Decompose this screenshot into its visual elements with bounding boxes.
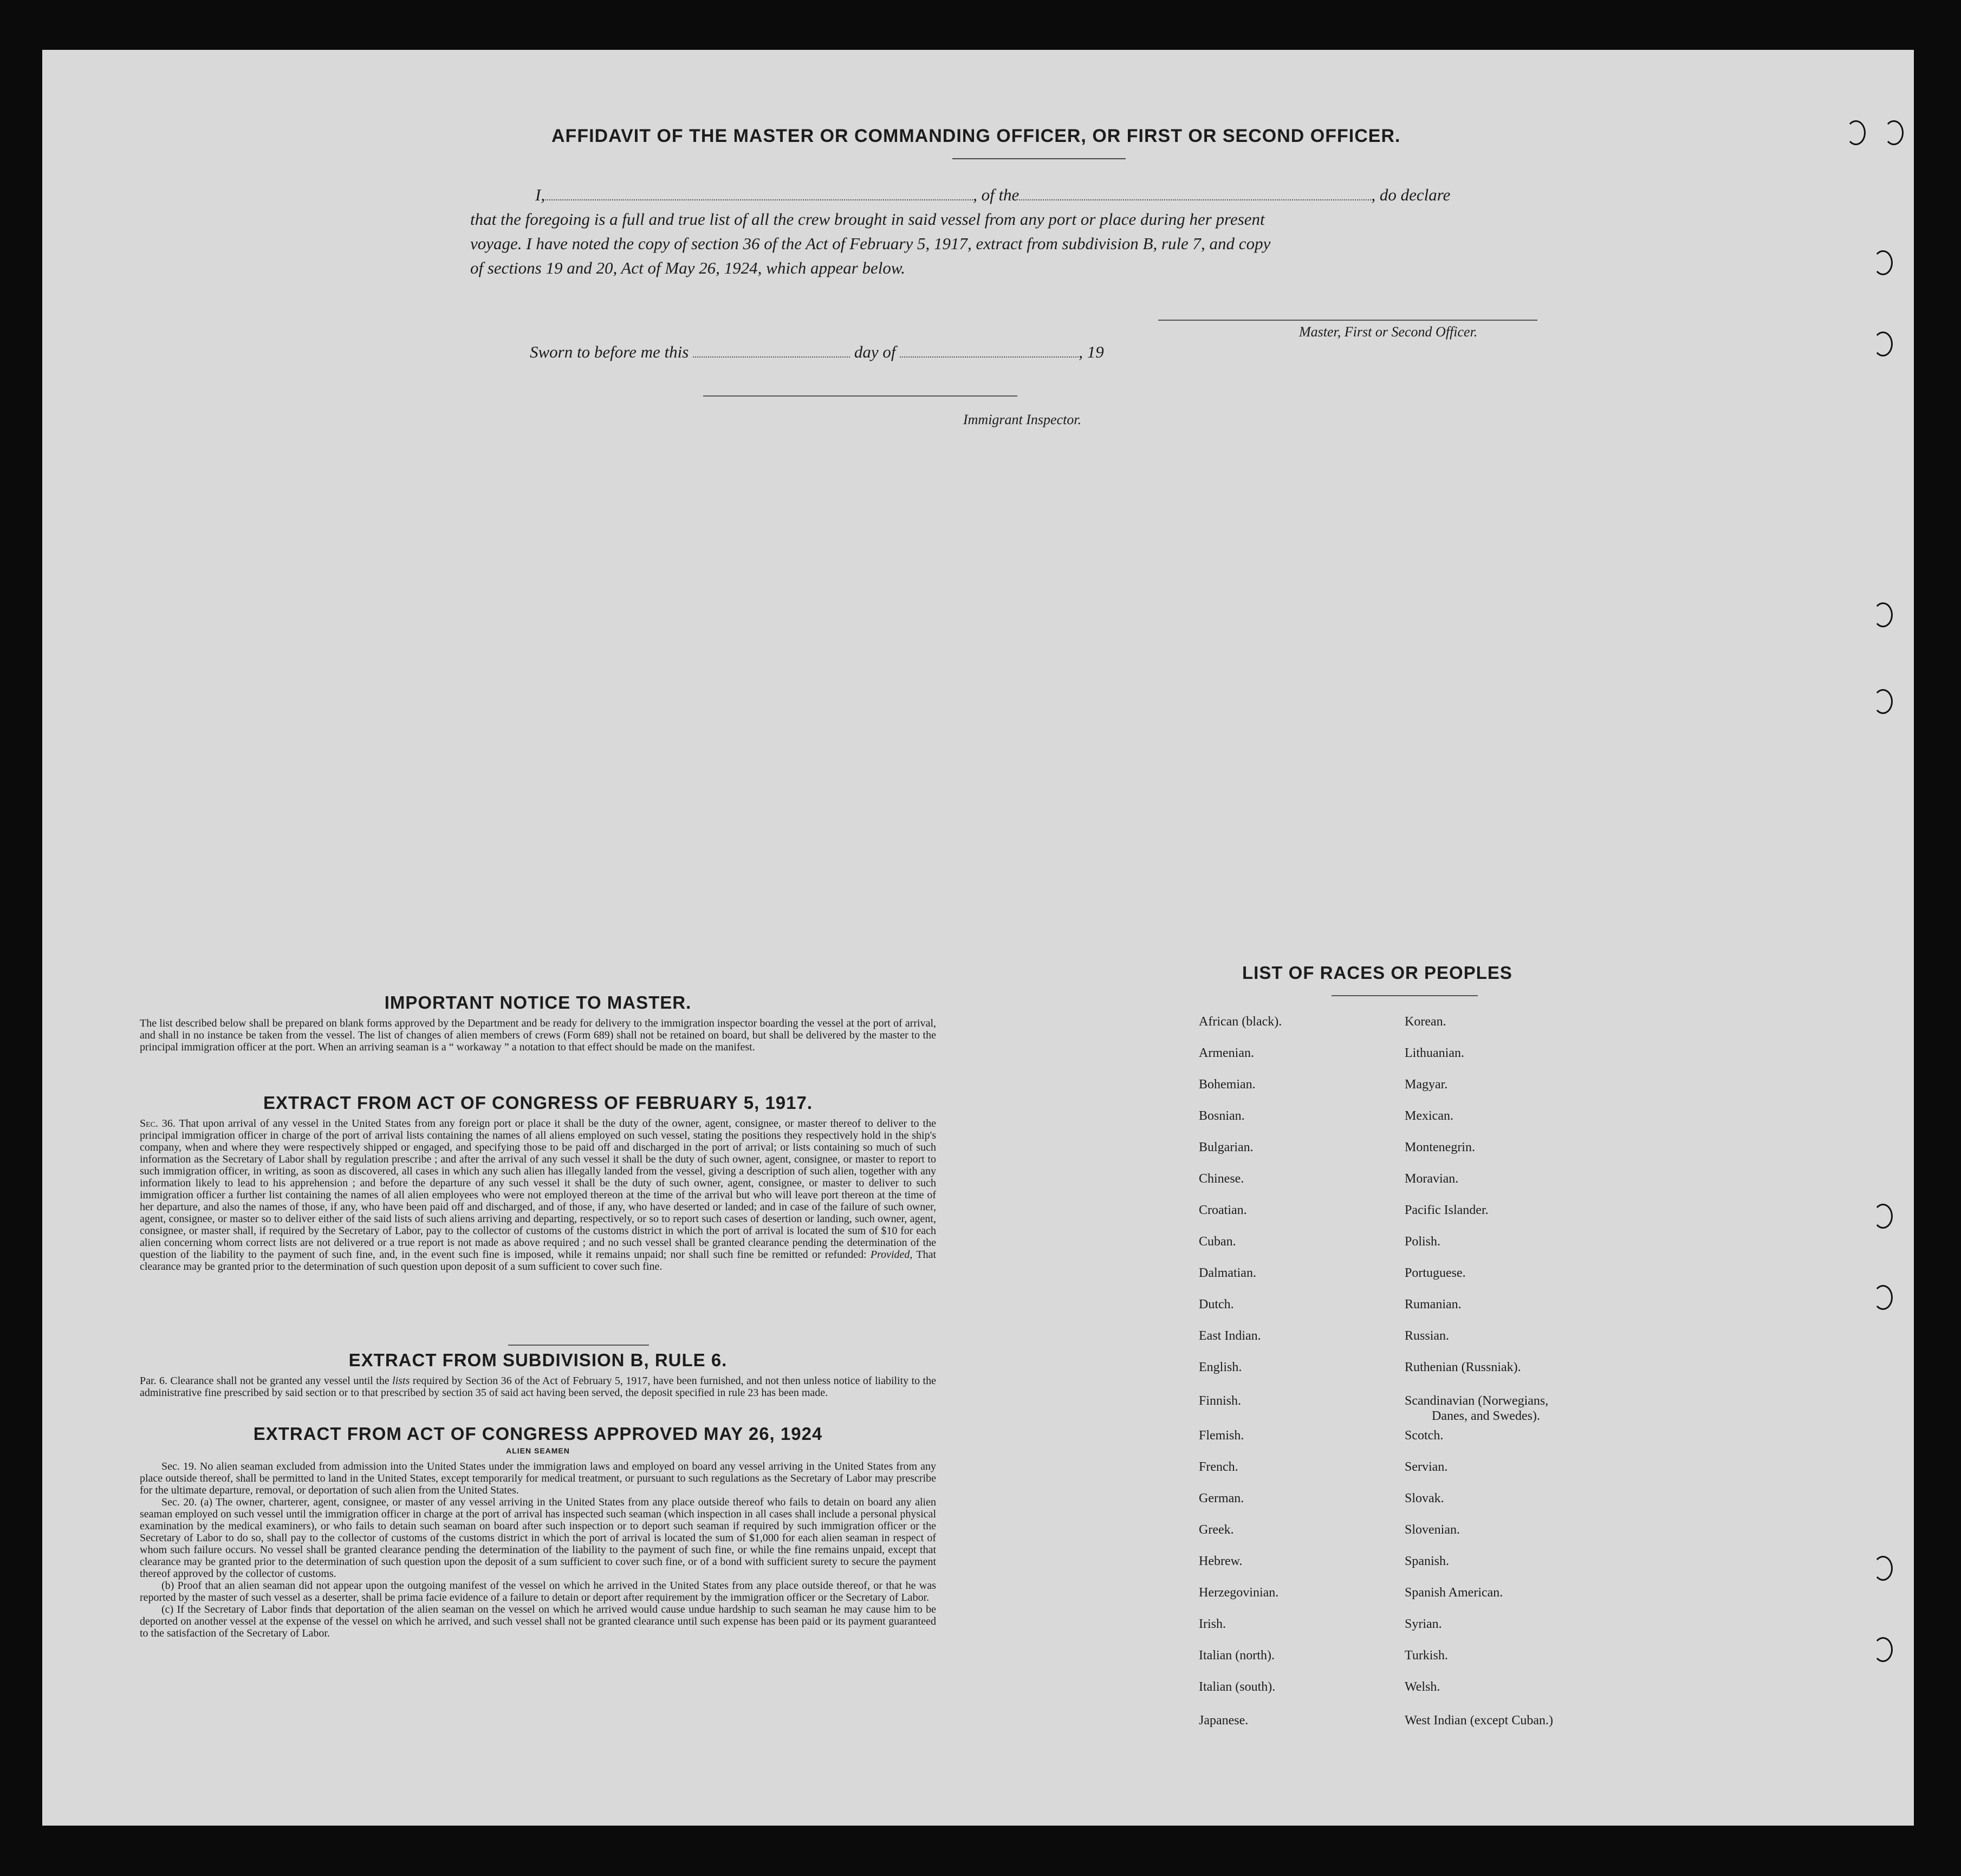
race-item: Armenian. [1199,1046,1254,1060]
sworn-month-field[interactable] [900,342,1079,358]
race-item: Herzegovinian. [1199,1586,1279,1600]
race-item: Chinese. [1199,1172,1244,1186]
race-item: Finnish. [1199,1394,1242,1408]
rule-6-text-a: Par. 6. Clearance shall not be granted any vessel until the [140,1375,389,1387]
extract-1917-body [113,1118,963,1273]
race-item: Mexican. [1405,1109,1453,1123]
extract-1924-sec-20c: (c) If the Secretary of Labor finds that deportation of the alien seaman on the vessel on which he arrived would cause undue hardship to such seaman he may cause him to be deported on another vessel at the expense of the vessel on which he arrived, and such vessel shall not be granted clearance until such expense has been paid or its payment guaranteed to the satisfaction of the Secretary of Labor. [140,1604,936,1639]
race-item: Lithuanian. [1405,1046,1464,1060]
race-item: Bulgarian. [1199,1140,1254,1154]
extract-1924-sec-19: Sec. 19. No alien seaman excluded from admission into the United States under the immigration laws and employed on board any vessel arriving in the United States from any place outside thereof, shall be permitted to land in the United States, except temporarily for medical treatment, or pursuant to such regulations as the Secretary of Labor may prescribe for the ultimate departure, removal, or deportation of such alien from the United States. [140,1460,936,1496]
binder-hole [1873,1204,1893,1229]
race-item: Syrian. [1405,1617,1442,1631]
race-item: Slovenian. [1405,1523,1460,1537]
binder-hole [1873,1556,1893,1581]
race-item: East Indian. [1199,1329,1261,1343]
extract-1917-sec-label: Sec. 36. [140,1118,176,1130]
rule-6-section [113,1350,963,1399]
races-divider [1332,995,1478,996]
race-item: Polish. [1405,1235,1441,1249]
extract-1917-proviso: Provided, [870,1249,913,1261]
race-item: Italian (south). [1199,1680,1276,1694]
binder-hole [1873,689,1893,714]
binder-hole [1873,332,1893,356]
race-item: English. [1199,1360,1242,1374]
affidavit-declare-label: , do declare [1371,185,1451,204]
rule-6-lists-word: lists [392,1375,410,1387]
race-item: Flemish. [1199,1429,1244,1443]
master-signature-line[interactable] [1158,320,1537,321]
race-item: Pacific Islander. [1405,1203,1489,1217]
binder-hole [1884,120,1904,145]
race-item: Moravian. [1405,1172,1459,1186]
sworn-year: , 19 [1079,342,1104,361]
inspector-signature-line[interactable] [703,395,1017,397]
extract-1924-title: EXTRACT FROM ACT OF CONGRESS APPROVED MAY 26, 1924 [253,1424,823,1444]
extract-1917-title: EXTRACT FROM ACT OF CONGRESS OF FEBRUARY 5, 1917. [263,1093,813,1113]
sworn-day-field[interactable] [693,342,850,358]
sworn-day-of: day of [854,342,896,361]
race-item: Turkish. [1405,1648,1448,1663]
rule-6-title: EXTRACT FROM SUBDIVISION B, RULE 6. [348,1350,728,1370]
affidavit-of-the-label: , of the [973,185,1020,204]
affidavit-line-1 [470,183,1586,207]
master-signature-caption: Master, First or Second Officer. [1299,324,1478,340]
notice-body: The list described below shall be prepared on blank forms approved by the Department and be ready for delivery to the immigration inspector boarding the vessel at the port of arrival, and shall in no instance be taken from the vessel. The list of changes of alien members of crews (Form 689) shall not be retained on board, but shall be delivered by the master to the principal immigration officer at the port. When an arriving seaman is a “ workaway ” a notation to that effect should be made on the manifest. [140,1017,936,1053]
race-item: African (black). [1199,1015,1282,1029]
inspector-caption: Immigrant Inspector. [963,412,1082,427]
race-item: Spanish. [1405,1554,1450,1568]
race-item: Russian. [1405,1329,1450,1343]
binder-hole [1873,1637,1893,1662]
sworn-line [530,342,1104,362]
binder-hole [1846,120,1866,145]
race-item: Croatian. [1199,1203,1247,1217]
affidavit-line-3: voyage. I have noted the copy of section 36 of the Act of February 5, 1917, extract from subdivision B, rule 7, and copy [470,234,1271,253]
notice-title: IMPORTANT NOTICE TO MASTER. [384,992,692,1012]
extract-1924-sec-20a: Sec. 20. (a) The owner, charterer, agent, consignee, or master of any vessel arriving in the United States from any place outside thereof who fails to detain on board any alien seaman employed on such vessel until the immigration officer in charge at the port of arrival has inspected such seaman (which inspection in all cases shall include a personal physical examination by the medical examiners), or who fails to detain such seaman on board after such inspection or to deport such seaman if required by such immigration officer or the Secretary of Labor to do so, shall pay to the collector of customs of the customs district in which the port of arrival is located the sum of $1,000 for each alien seaman in respect of whom such failure occurs. No vessel shall be granted clearance pending the determination of the liability to the payment of such fine, or while the fine remains unpaid, except that clearance may be granted prior to the determination of such question upon the deposit of a sum sufficient to cover such fine, or of a bond with sufficient surety to secure the payment thereof approved by the collector of customs. [140,1496,936,1580]
race-item: Cuban. [1199,1235,1236,1249]
binder-hole [1873,250,1893,275]
races-title: LIST OF RACES OR PEOPLES [1242,963,1512,983]
race-item: Bohemian. [1199,1077,1256,1092]
affidavit-line-2: that the foregoing is a full and true list of all the crew brought in said vessel from any port or place during her present [470,210,1265,229]
race-item: West Indian (except Cuban.) [1405,1713,1553,1728]
race-item: Japanese. [1199,1713,1249,1728]
race-item: Hebrew. [1199,1554,1243,1568]
extract-1924-subtitle: ALIEN SEAMEN [506,1446,570,1455]
race-item: Servian. [1405,1460,1448,1474]
race-item: Korean. [1405,1015,1446,1029]
vessel-name-field[interactable] [1019,185,1371,200]
race-item: German. [1199,1491,1244,1505]
race-item: French. [1199,1460,1238,1474]
race-item: Greek. [1199,1523,1234,1537]
binder-hole [1873,1285,1893,1310]
race-item: Scandinavian (Norwegians, [1405,1394,1549,1408]
race-item: Scotch. [1405,1429,1444,1443]
race-item: Slovak. [1405,1491,1444,1505]
affidavit-line-4: of sections 19 and 20, Act of May 26, 1924, which appear below. [470,258,906,277]
rule-6-text-b: required by Section 36 of the Act of February 5, 1917, have been furnished, and not then unless notice of liability to the administrative fine prescribed by said section or to that prescribed by section 35 of said act having been served, the deposit specified in rule 23 has been made. [140,1375,936,1399]
race-item: Ruthenian (Russniak). [1405,1360,1521,1374]
race-item: Danes, and Swedes). [1432,1409,1540,1423]
extract-1917-text-end: That clearance may be granted prior to the determination of such question upon deposit of a sum sufficient to cover such fine. [140,1249,937,1273]
master-name-field[interactable] [545,185,973,200]
race-item: Bosnian. [1199,1109,1245,1123]
affidavit-divider [952,158,1126,159]
notice-section [113,992,963,1053]
binder-hole [1873,602,1893,627]
extract-1924-sec-20b: (b) Proof that an alien seaman did not appear upon the outgoing manifest of the vessel on which he arrived in the United States from any place outside thereof, or that he was reported by the master of such vessel as a deserter, shall be prima facie evidence of a failure to detain or deport after requirement by the immigration officer or the Secretary of Labor. [140,1580,936,1604]
affidavit-body [470,183,1586,280]
section-divider [508,1345,649,1346]
race-item: Magyar. [1405,1077,1448,1092]
race-item: Montenegrin. [1405,1140,1475,1154]
sworn-prefix: Sworn to before me this [530,342,689,361]
race-item: Dutch. [1199,1297,1234,1312]
rule-6-body [113,1375,963,1399]
race-item: Spanish American. [1405,1586,1503,1600]
extract-1917-section [113,1093,963,1273]
race-item: Dalmatian. [1199,1266,1256,1280]
race-item: Irish. [1199,1617,1226,1631]
affidavit-title: AFFIDAVIT OF THE MASTER OR COMMANDING OFFICER, OR FIRST OR SECOND OFFICER. [551,126,1401,146]
extract-1924-section [113,1424,963,1639]
affidavit-i-label: I, [535,185,546,204]
race-item: Welsh. [1405,1680,1440,1694]
extract-1917-text: That upon arrival of any vessel in the United States from any foreign port or place it shall be the duty of the owner, agent, consignee, or master thereof to deliver to the principal immigration officer in charge of the port of arrival lists containing the names of all aliens employed on such vessel, stating the positions they respectively hold in the ship's company, when and where they were respectively shipped or engaged, and specifying those to be paid off and discharged in the port of arrival; or lists containing so much of such information as the Secretary of Labor shall by regulation prescribe ; and after the arrival of any such vessel it shall be the duty of such owner, agent, consignee, or master to report to such immigration officer, in writing, as soon as discovered, all cases in which any such alien has illegally landed from the vessel, giving a description of such alien, together with any information likely to lead to his apprehension ; and before the departure of any such vessel it shall be the duty of such owner, agent, consignee, or master to deliver to such immigration officer a further list containing the names of all alien employees who were not employed thereon at the time of the arrival but who will leave port thereon at the time of her departure, and also the names of those, if any, who have been paid off and discharged, and of those, if any, who have deserted or landed; and in case of the failure of such owner, agent, consignee, or master so to deliver either of the said lists of such aliens arriving and departing, respectively, or so to report such cases of desertion or landing, such owner, agent, consignee, or master shall, if required by the Secretary of Labor, pay to the collector of customs of the customs district in which the port of arrival is located the sum of $10 for each alien concerning whom correct lists are not delivered or a true report is not made as above required ; and no such vessel shall be granted clearance pending the determination of the question of the liability to the payment of such fine, and, in the event such fine is imposed, while it remains unpaid; nor shall such fine be remitted or refunded: [140,1118,936,1261]
document-page [42,50,1914,1826]
race-item: Rumanian. [1405,1297,1462,1312]
race-item: Italian (north). [1199,1648,1275,1663]
race-item: Portuguese. [1405,1266,1466,1280]
